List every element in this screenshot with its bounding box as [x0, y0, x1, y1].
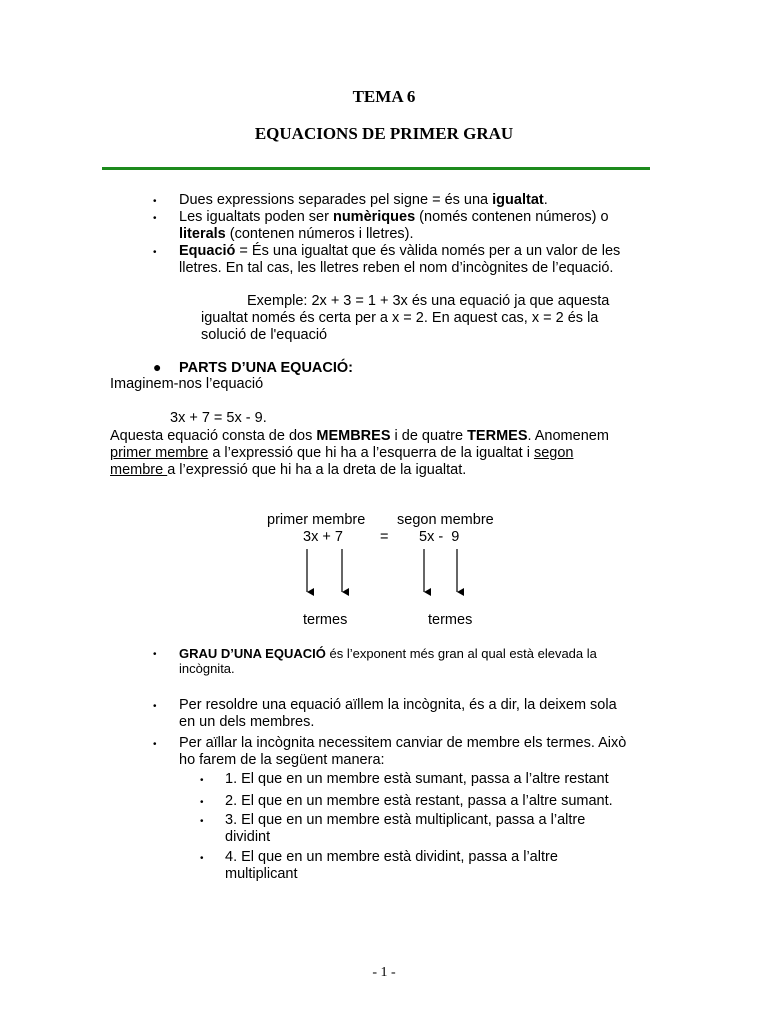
resolve-1-line1: Per resoldre una equació aïllem la incògnita, és a dir, la deixem sola: [179, 697, 617, 713]
bullet-icon: ●: [153, 359, 162, 375]
parts-para-line1: Aquesta equació consta de dos MEMBRES i de quatre TERMES. Anomenem: [110, 428, 609, 444]
diagram-lhs: 3x + 7: [303, 529, 343, 545]
resolve-2-line2: ho farem de la següent manera:: [179, 752, 385, 768]
parts-imagine: Imaginem-nos l’equació: [110, 376, 264, 392]
page-subtitle: EQUACIONS DE PRIMER GRAU: [254, 124, 514, 143]
label-termes-left: termes: [303, 612, 348, 628]
example-line-1: Exemple: 2x + 3 = 1 + 3x és una equació ja que aquesta: [247, 293, 610, 309]
rule-3-line1: 3. El que en un membre està multiplicant, passa a l’altre: [225, 812, 586, 828]
rule-3-line2: dividint: [225, 829, 271, 845]
parts-heading: PARTS D’UNA EQUACIÓ:: [179, 360, 353, 376]
rule-4-line2: multiplicant: [225, 866, 298, 882]
parts-equation: 3x + 7 = 5x - 9.: [170, 410, 267, 426]
diagram-equals: =: [380, 529, 389, 545]
diagram-rhs: 5x - 9: [419, 529, 460, 545]
parts-para-line3: membre a l’expressió que hi ha a la dreta de la igualtat.: [110, 462, 467, 478]
rule-1: 1. El que en un membre està sumant, passa a l’altre restant: [225, 771, 609, 787]
resolve-1-line2: en un dels membres.: [179, 714, 315, 730]
example-line-2: igualtat només és certa per a x = 2. En aquest cas, x = 2 és la: [201, 310, 599, 326]
rule-4-line1: 4. El que en un membre està dividint, passa a l’altre: [225, 849, 558, 865]
label-primer-membre: primer membre: [267, 512, 366, 528]
label-segon-membre: segon membre: [397, 512, 494, 528]
bullet-icon: •: [153, 649, 157, 660]
page-number: - 1 -: [372, 965, 396, 980]
parts-para-line2: primer membre a l’expressió que hi ha a l’esquerra de la igualtat i segon: [110, 445, 574, 461]
bullet-icon: •: [200, 853, 204, 864]
bullet-icon: •: [153, 701, 157, 712]
bullet-icon: •: [153, 247, 157, 258]
bullet-icon: •: [200, 797, 204, 808]
bullet-icon: •: [153, 739, 157, 750]
intro-bullet-3-line1: Equació = És una igualtat que és vàlida només per a un valor de les: [179, 243, 621, 259]
intro-bullet-3-line2: lletres. En tal cas, les lletres reben el nom d’incògnites de l’equació.: [179, 260, 614, 276]
rule-2: 2. El que en un membre està restant, passa a l’altre sumant.: [225, 793, 613, 809]
bullet-icon: •: [153, 213, 157, 224]
label-termes-right: termes: [428, 612, 473, 628]
bullet-icon: •: [200, 816, 204, 827]
intro-bullet-1: Dues expressions separades pel signe = és una igualtat.: [179, 192, 548, 208]
intro-bullet-2-line1: Les igualtats poden ser numèriques (només contenen números) o: [179, 209, 609, 225]
grau-line-2: incògnita.: [179, 661, 235, 676]
intro-bullet-2-line2: literals (contenen números i lletres).: [179, 226, 414, 242]
bullet-icon: •: [200, 775, 204, 786]
bullet-icon: •: [153, 196, 157, 207]
grau-line-1: GRAU D’UNA EQUACIÓ és l’exponent més gran al qual està elevada la: [179, 646, 597, 661]
example-line-3: solució de l'equació: [201, 327, 328, 343]
resolve-2-line1: Per aïllar la incògnita necessitem canviar de membre els termes. Això: [179, 735, 627, 751]
tema-title: TEMA 6: [352, 87, 416, 106]
